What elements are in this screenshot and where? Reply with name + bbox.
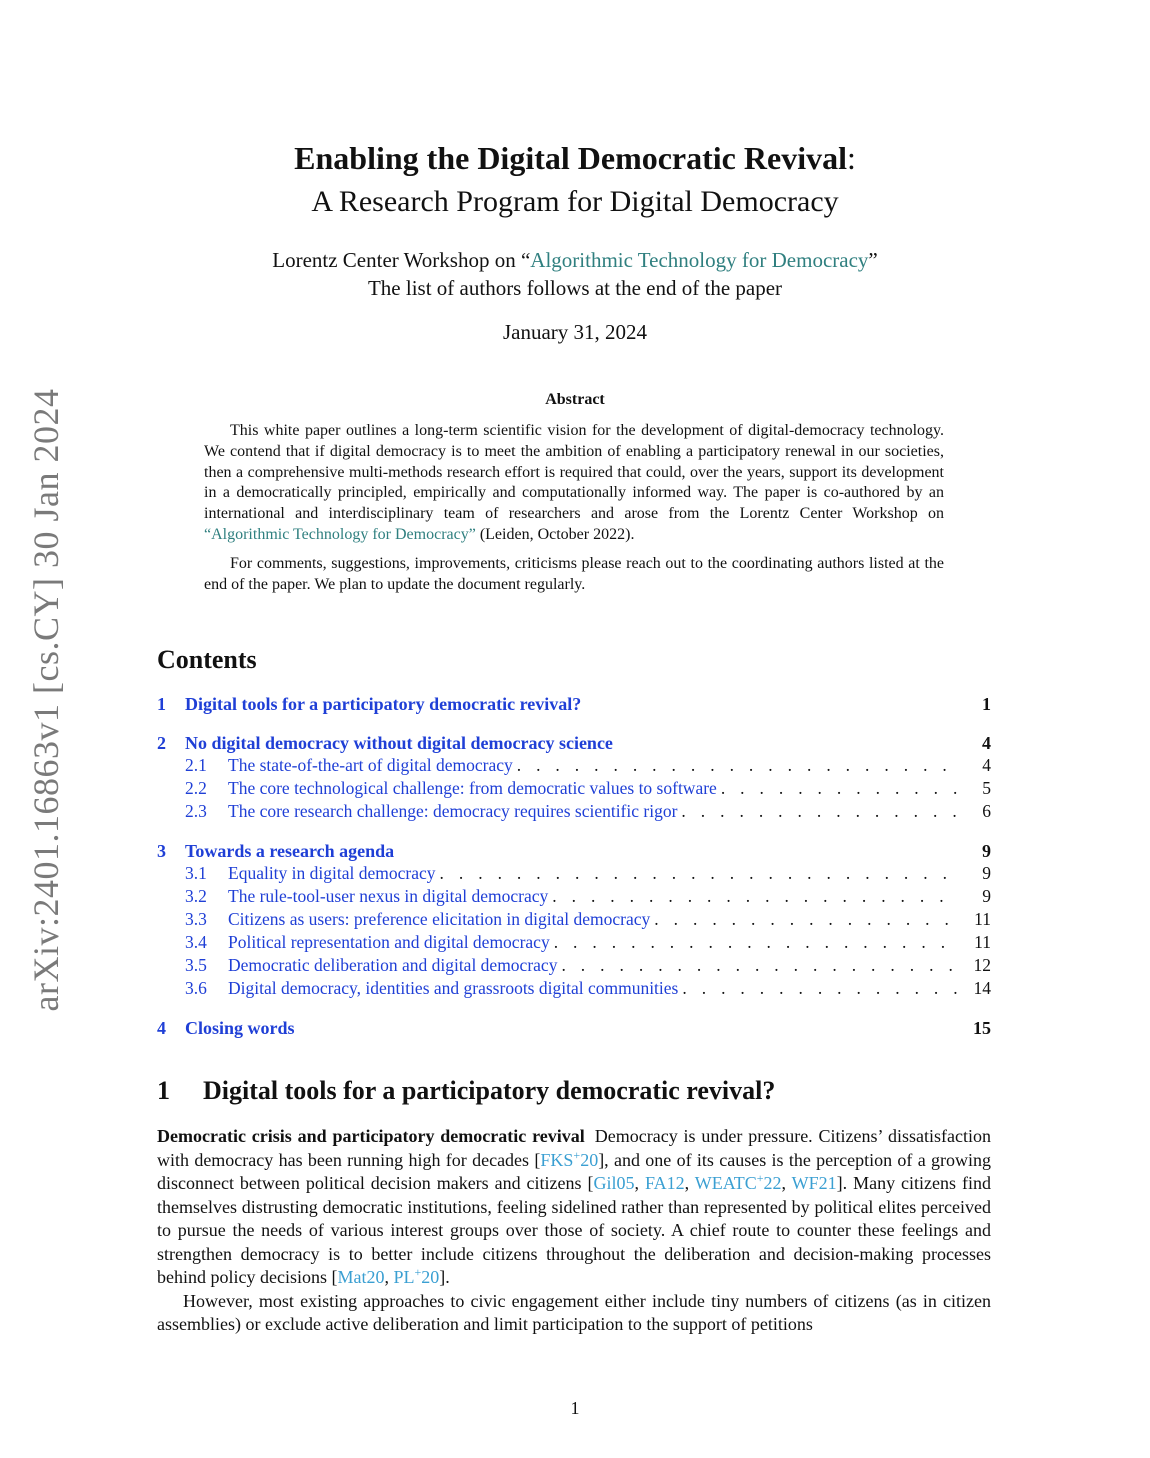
citation-sup: + [414,1265,422,1279]
toc-subsection-3-1[interactable] [157,863,991,886]
citation-link[interactable]: WF21 [791,1173,837,1193]
toc-subsection-3-6[interactable] [157,978,991,1001]
citation-link[interactable]: FA12 [644,1173,685,1193]
paper-subtitle: A Research Program for Digital Democracy [311,185,839,218]
workshop-suffix: ” [868,248,878,272]
toc-subsection-2-1[interactable] [157,755,991,778]
toc-subsection-label[interactable]: The core research challenge: democracy requires scientific rigor [228,801,678,821]
toc-gap [157,824,991,841]
toc-subsection-row [228,863,959,884]
toc-subsection-number: 3.2 [185,886,207,906]
citation-link[interactable] [695,1173,782,1193]
toc-section-label[interactable]: No digital democracy without digital democracy science [185,733,613,753]
citation-key: WEATC [694,1173,757,1193]
toc-section-number: 2 [157,733,166,753]
abstract-workshop-link[interactable]: “Algorithmic Technology for Democracy” [204,525,476,543]
section-1-number: 1 [157,1076,170,1105]
toc-subsection-3-2[interactable] [157,886,991,909]
workshop-prefix: Lorentz Center Workshop on “ [272,248,531,272]
citation-key: PL [393,1267,415,1287]
toc-section-page: 9 [982,841,991,861]
section-1-paragraph-2: However, most existing approaches to civic engagement either include tiny numbers of citizens (as in citizen assemblies) or exclude active deliberation and limit participation to the support of petitions [157,1290,991,1334]
toc-subsection-number: 3.4 [185,932,207,952]
toc-subsection-page: 11 [974,932,991,952]
toc-subsection-row [228,978,959,999]
toc-section-page: 1 [982,694,991,714]
paper-title [0,140,1150,177]
section-1-title: Digital tools for a participatory democratic revival? [203,1076,776,1105]
toc-subsection-3-4[interactable] [157,932,991,955]
toc-leader-dots [682,978,959,999]
toc-subsection-page: 5 [982,778,991,798]
toc-subsection-3-5[interactable] [157,955,991,978]
toc-subsection-row [228,755,959,776]
toc-subsection-3-3[interactable] [157,909,991,932]
citation-sup: + [756,1171,764,1185]
toc-subsection-number: 3.3 [185,909,207,929]
citation-link[interactable] [540,1147,599,1170]
toc-section-number: 4 [157,1018,166,1038]
toc-subsection-label[interactable]: The core technological challenge: from democratic values to software [228,778,717,798]
toc-section-4[interactable] [157,1018,991,1040]
citation-separator: , [634,1173,645,1193]
citation-separator: , [384,1267,394,1287]
toc-subsection-row [228,886,959,907]
section-1-paragraph-1 [157,1125,991,1290]
toc-subsection-page: 4 [982,755,991,775]
toc-leader-dots [554,932,959,953]
citation-link[interactable]: Mat20 [337,1267,385,1287]
paper-date: January 31, 2024 [502,320,648,344]
toc-leader-dots [517,755,959,776]
toc-leader-dots [681,801,959,822]
title-main: Enabling the Digital Democratic Revival [294,140,847,176]
toc-section-page: 15 [973,1018,991,1038]
page-number: 1 [570,1398,580,1418]
citation-year: 20 [580,1149,599,1170]
toc-section-label[interactable]: Digital tools for a participatory democratic revival? [185,694,582,714]
toc-subsection-2-2[interactable] [157,778,991,801]
citation-year: 20 [421,1267,440,1287]
toc-subsection-label[interactable]: The rule-tool-user nexus in digital democracy [228,886,549,906]
citation-key: FKS [540,1149,574,1170]
section-1-heading [157,1076,775,1106]
toc-subsection-row [228,801,959,822]
section-1-body [157,1125,991,1337]
toc-subsection-number: 2.1 [185,755,207,775]
toc-subsection-page: 9 [982,863,991,883]
abstract-body [204,421,944,595]
toc-subsection-number: 3.5 [185,955,207,975]
toc-subsection-label[interactable]: Digital democracy, identities and grassroots digital communities [228,978,679,998]
toc-subsection-row [228,955,959,976]
toc-subsection-label[interactable]: Democratic deliberation and digital democracy [228,955,558,975]
body-text: ]. Many citizens find themselves distrusting democratic institutions, feeling sidelined rather than represented by political elites perceived to pursue the needs of various interest groups over those of society. A chief route to counter these feelings and strengthen democracy is to better include citizens throughout the deliberation and decision-making processes behind policy decisions [ [157,1173,991,1287]
body-text: ]. [439,1267,450,1287]
arxiv-stamp: arXiv:2401.16863v1 [cs.CY] 30 Jan 2024 [26,388,66,1012]
citation-link[interactable]: Gil05 [593,1173,635,1193]
toc-subsection-row [228,909,959,930]
toc-subsection-number: 2.2 [185,778,207,798]
toc-subsection-page: 6 [982,801,991,821]
toc-section-number: 1 [157,694,166,714]
body-text: ], and one of its causes is the perception of a growing disconnect between political decision makers and citizens [ [157,1149,992,1193]
table-of-contents [157,694,991,1040]
toc-subsection-label[interactable]: Political representation and digital democracy [228,932,550,952]
citation-separator: , [781,1173,792,1193]
contents-heading: Contents [157,645,257,674]
workshop-line [0,248,1150,273]
toc-leader-dots [552,886,959,907]
abstract-p1-tail: (Leiden, October 2022). [475,525,635,543]
title-colon: : [846,140,856,176]
toc-subsection-page: 11 [974,909,991,929]
citation-separator: , [684,1173,695,1193]
toc-subsection-number: 3.1 [185,863,207,883]
toc-section-3[interactable] [157,841,991,863]
abstract-heading: Abstract [545,391,605,408]
workshop-link[interactable]: Algorithmic Technology for Democracy [530,248,869,272]
toc-section-page: 4 [982,733,991,753]
toc-section-number: 3 [157,841,166,861]
toc-section-2[interactable] [157,733,991,755]
abstract-p1-text: This white paper outlines a long-term scientific vision for the development of digital-democracy technology. We contend that if digital democracy is to meet the ambition of enabling a participatory renewal in our societies, then a comprehensive multi-methods research effort is required that could, over the years, support its development in a democratically principled, empirically and computationally informed way. The paper is co-authored by an international and interdisciplinary team of researchers and arose from the Lorentz Center Workshop on [204,422,944,523]
citation-year: 22 [763,1173,782,1193]
toc-gap [157,716,991,733]
toc-leader-dots [561,955,959,976]
abstract-paragraph-1 [204,421,944,546]
toc-subsection-label[interactable]: Citizens as users: preference elicitation in digital democracy [228,909,651,929]
toc-subsection-page: 14 [973,978,991,998]
toc-subsection-number: 2.3 [185,801,207,821]
citation-sup: + [573,1147,581,1162]
toc-subsection-row [228,778,959,799]
authors-note: The list of authors follows at the end of the paper [367,276,783,300]
citation-link[interactable] [393,1267,439,1287]
toc-subsection-2-3[interactable] [157,801,991,824]
toc-section-label[interactable]: Closing words [185,1018,295,1038]
paragraph-heading: Democratic crisis and participatory democratic revival [157,1126,585,1146]
toc-leader-dots [721,778,959,799]
toc-subsection-label[interactable]: Equality in digital democracy [228,863,436,883]
toc-gap [157,1001,991,1018]
toc-subsection-page: 12 [973,955,991,975]
toc-subsection-number: 3.6 [185,978,207,998]
toc-subsection-label[interactable]: The state-of-the-art of digital democracy [228,755,513,775]
toc-subsection-page: 9 [982,886,991,906]
toc-section-1[interactable] [157,694,991,716]
toc-subsection-row [228,932,959,953]
abstract-paragraph-2: For comments, suggestions, improvements, criticisms please reach out to the coordinating authors listed at the end of the paper. We plan to update the document regularly. [204,554,944,593]
toc-section-label[interactable]: Towards a research agenda [185,841,395,861]
body-text: Democracy is under pressure. Citizens’ dissatisfaction with democracy has been running high for decades [ [157,1126,991,1170]
toc-leader-dots [440,863,959,884]
toc-leader-dots [654,909,959,930]
